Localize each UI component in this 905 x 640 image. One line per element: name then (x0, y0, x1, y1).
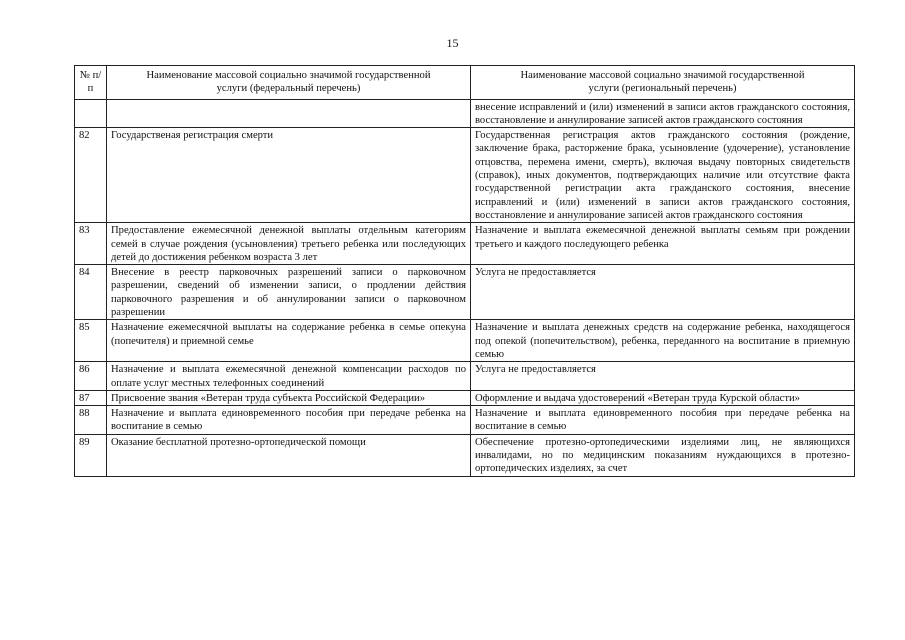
header-num: № п/п (75, 66, 107, 100)
federal-service: Присвоение звания «Ветеран труда субъекта Российской Федерации» (107, 390, 471, 405)
table-header-row (75, 66, 855, 100)
table-row (75, 434, 855, 476)
federal-service: Назначение и выплата ежемесячной денежной компенсации расходов по оплате услуг местных телефонных соединений (107, 362, 471, 391)
row-number: 88 (75, 406, 107, 435)
header-regional: Наименование массовой социально значимой государственной услуги (региональный перечень) (471, 66, 855, 100)
federal-service: Назначение и выплата единовременного пособия при передаче ребенка на воспитание в семью (107, 406, 471, 435)
regional-service: Оформление и выдача удостоверений «Ветеран труда Курской области» (471, 390, 855, 405)
row-number (75, 99, 107, 128)
regional-service: внесение исправлений и (или) изменений в записи актов гражданского состояния, восстановление и аннулирование записей актов гражданского состояния (471, 99, 855, 128)
regional-service: Услуга не предоставляется (471, 362, 855, 391)
row-number: 86 (75, 362, 107, 391)
regional-service: Государственная регистрация актов гражданского состояния (рождение, заключение брака, расторжение брака, усыновление (удочерение), установление отцовства, перемена имени, смерть), включая выдачу повторных свидетельств (справок), иных документов, подтверждающих наличие или отсутствие факта государственной регистрации акта гражданского состояния, внесение исправлений и (или) изменений в записи актов гражданского состояния, восстановление и аннулирование записей актов гражданского состояния (471, 128, 855, 223)
federal-service: Государственая регистрация смерти (107, 128, 471, 223)
regional-service: Обеспечение протезно-ортопедическими изделиями лиц, не являющихся инвалидами, но по медицинским показаниям нуждающихся в протезно-ортопедических изделиях, за счет (471, 434, 855, 476)
regional-service: Назначение и выплата единовременного пособия при передаче ребенка на воспитание в семью (471, 406, 855, 435)
table-row (75, 223, 855, 265)
table-row (75, 390, 855, 405)
federal-service: Внесение в реестр парковочных разрешений записи о парковочном разрешении, сведений об изменении записи, о продлении действия парковочного разрешения и об аннулировании записи о парковочном разрешении (107, 265, 471, 320)
regional-service: Услуга не предоставляется (471, 265, 855, 320)
regional-service: Назначение и выплата денежных средств на содержание ребенка, находящегося под опекой (попечительством), ребенка, переданного на воспитание в приемную семью (471, 320, 855, 362)
table-row (75, 406, 855, 435)
federal-service: Предоставление ежемесячной денежной выплаты отдельным категориям семей в случае рождения (усыновления) третьего ребенка или последующих детей до достижения ребенком возраста 3 лет (107, 223, 471, 265)
table-row (75, 362, 855, 391)
row-number: 84 (75, 265, 107, 320)
page-number: 15 (446, 36, 459, 50)
row-number: 85 (75, 320, 107, 362)
table-row (75, 320, 855, 362)
federal-service: Оказание бесплатной протезно-ортопедической помощи (107, 434, 471, 476)
federal-service (107, 99, 471, 128)
row-number: 87 (75, 390, 107, 405)
header-federal: Наименование массовой социально значимой государственной услуги (федеральный перечень) (107, 66, 471, 100)
federal-service: Назначение ежемесячной выплаты на содержание ребенка в семье опекуна (попечителя) и приемной семье (107, 320, 471, 362)
row-number: 82 (75, 128, 107, 223)
table-row (75, 99, 855, 128)
table-row (75, 128, 855, 223)
row-number: 83 (75, 223, 107, 265)
table-row (75, 265, 855, 320)
regional-service: Назначение и выплата ежемесячной денежной выплаты семьям при рождении третьего и каждого последующего ребенка (471, 223, 855, 265)
services-table (74, 65, 855, 477)
row-number: 89 (75, 434, 107, 476)
